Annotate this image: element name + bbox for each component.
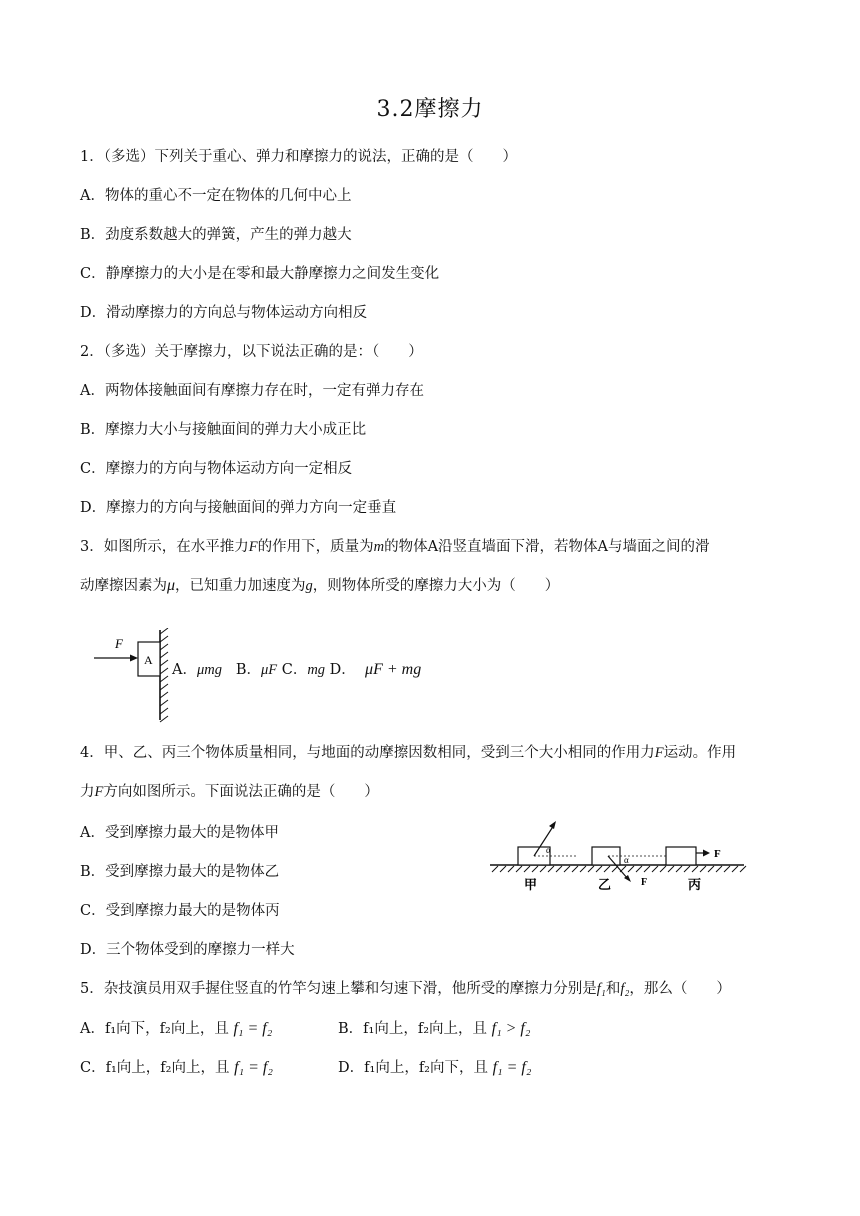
q3-text: ，则物体所受的摩擦力大小为（ ） [312,578,560,594]
q5-option-a-label: A． [80,1021,105,1037]
q3-options [172,658,421,679]
q3-var-F: F [248,539,258,555]
q3-var-m: m [373,539,385,555]
q3-stem-line1 [80,535,710,556]
q2-option-b: B．摩擦力大小与接触面间的弹力大小成正比 [80,422,367,438]
q4-option-b: B．受到摩擦力最大的是物体乙 [80,864,280,880]
q5-option-d-math: f₁ = f₂ [492,1059,532,1076]
q3-var-mu: μ [167,577,176,594]
q3-figure-force-label: F [115,636,123,651]
q5-option-c-label: C． [80,1060,106,1076]
q1-option-d: D．滑动摩擦力的方向总与物体运动方向相反 [80,305,368,321]
q2-stem: 2．（多选）关于摩擦力，以下说法正确的是：（ ） [80,344,423,360]
q5-option-b-text: f₁向上，f₂向上，且 [363,1021,488,1037]
q5-text: 5．杂技演员用双手握住竖直的竹竿匀速上攀和匀速下滑，他所受的摩擦力分别是 [80,981,597,997]
q3-var-g: g [305,578,313,594]
q5-text: 和 [605,981,621,997]
q5-var-f1: f₁ [596,981,606,997]
q4-stem-line2 [80,780,379,801]
q5-stem [80,977,731,998]
q3-option-c: mg [307,662,326,678]
q4-figure-alpha-yi: α [624,855,629,865]
q4-figure-force-bing: F [714,848,721,860]
q4-var-F: F [94,784,104,800]
q3-figure-block-label: A [144,653,153,667]
q5-option-d-label: D． [338,1060,365,1076]
q4-figure-label-jia: 甲 [524,877,538,892]
q4-var-F: F [654,745,664,761]
q5-option-a-math: f₁ = f₂ [233,1020,273,1037]
q5-option-d [338,1056,531,1077]
q3-text: 的作用下，质量为 [257,539,374,555]
q3-option-d-label: D． [329,662,356,678]
q3-option-b: μF [260,662,278,678]
q5-option-b [338,1017,530,1038]
q5-option-b-math: f₁ > f₂ [491,1020,531,1037]
q3-option-b-label: B． [235,662,261,678]
q3-option-a: μmg [196,662,222,678]
q5-option-c-text: f₁向上，f₂向上，且 [105,1060,230,1076]
q1-option-a: A．物体的重心不一定在物体的几何中心上 [80,188,352,204]
q3-option-a-label: A． [172,662,197,678]
q4-figure-label-yi: 乙 [598,877,612,892]
q2-option-a: A．两物体接触面间有摩擦力存在时，一定有弹力存在 [80,383,424,399]
q4-option-a: A．受到摩擦力最大的是物体甲 [80,825,279,841]
q4-option-c: C．受到摩擦力最大的是物体丙 [80,903,280,919]
q4-text: 方向如图所示。下面说法正确的是（ ） [103,784,379,800]
q3-text: 3．如图所示，在水平推力 [80,539,249,555]
q4-figure-alpha-jia: α [546,845,551,855]
q1-option-c: C．静摩擦力的大小是在零和最大静摩擦力之间发生变化 [80,266,440,282]
q5-option-d-text: f₁向上，f₂向下，且 [364,1060,488,1076]
q3-option-c-label: C． [281,662,308,678]
q5-option-a [80,1017,272,1038]
q5-var-f2: f₂ [620,981,630,997]
q5-text: ，那么（ ） [629,981,731,997]
q1-stem: 1．（多选）下列关于重心、弹力和摩擦力的说法，正确的是（ ） [80,149,517,165]
q2-option-c: C．摩擦力的方向与物体运动方向一定相反 [80,461,353,477]
q5-option-b-label: B． [338,1021,364,1037]
q4-figure-force-yi: F [641,877,648,888]
q4-text: 4．甲、乙、丙三个物体质量相同，与地面的动摩擦因数相同，受到三个大小相同的作用力 [80,745,655,761]
q5-option-a-text: f₁向下，f₂向上，且 [104,1021,229,1037]
q4-text: 力 [80,784,95,800]
q3-stem-line2 [80,574,559,595]
q3-text: 动摩擦因素为 [80,578,167,594]
q2-option-d: D．摩擦力的方向与接触面间的弹力方向一定垂直 [80,500,397,516]
q3-text: 的物体A沿竖直墙面下滑，若物体A与墙面之间的滑 [384,539,710,555]
page-title: 3.2摩擦力 [376,97,484,122]
q4-option-d: D．三个物体受到的摩擦力一样大 [80,942,295,958]
q3-option-d: μF + mg [365,661,422,678]
q4-figure-label-bing: 丙 [688,877,702,892]
q4-stem-line1 [80,741,736,762]
q3-text: ，已知重力加速度为 [175,578,306,594]
q1-option-b: B．劲度系数越大的弹簧，产生的弹力越大 [80,227,352,243]
q5-option-c [80,1056,273,1077]
q4-three-blocks-figure [488,815,750,897]
q4-text: 运动。作用 [663,745,737,761]
q5-option-c-math: f₁ = f₂ [234,1059,273,1076]
